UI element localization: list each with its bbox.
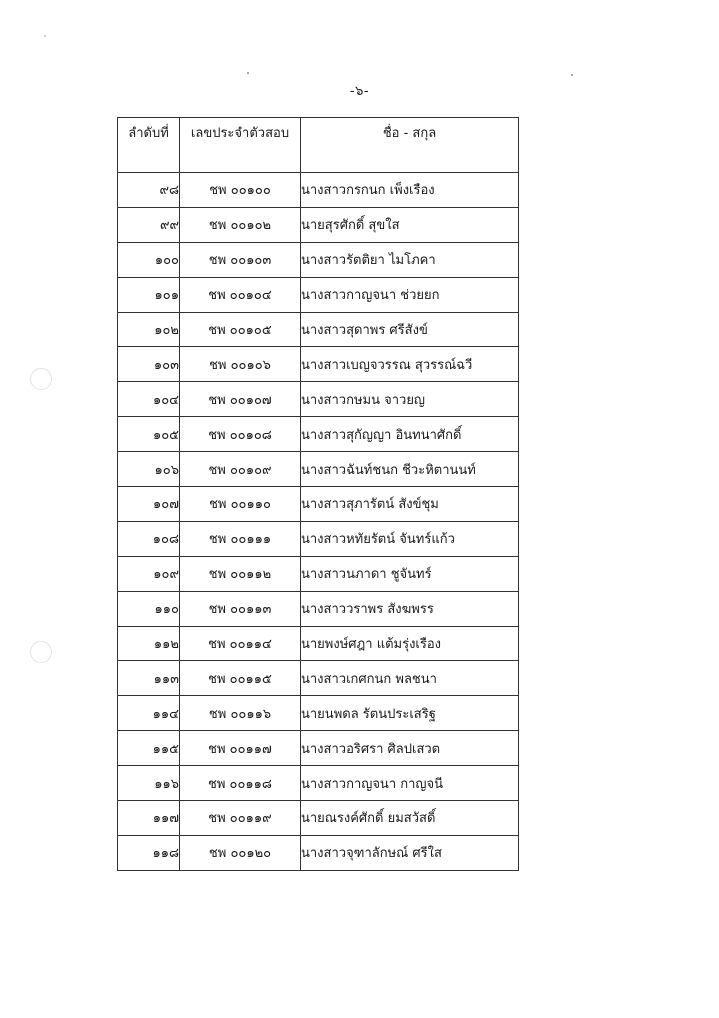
row-full-name: นางสาวสุดาพร ศรีสังข์ [301, 312, 519, 347]
row-full-name: นายนพดล รัตนประเสริฐ [301, 696, 519, 731]
table-row [118, 173, 519, 208]
row-exam-id: ชพ ๐๐๑๐๔ [180, 277, 301, 312]
row-number: ๑๑๐ [118, 591, 180, 626]
scan-speck [44, 35, 46, 37]
row-exam-id: ชพ ๐๐๑๑๔ [180, 626, 301, 661]
row-exam-id: ชพ ๐๐๑๐๙ [180, 452, 301, 487]
row-number: ๑๐๑ [118, 277, 180, 312]
table-row [118, 731, 519, 766]
header-name: ชื่อ - สกุล [301, 118, 519, 173]
row-exam-id: ชพ ๐๐๑๒๐ [180, 835, 301, 870]
row-exam-id: ชพ ๐๐๑๑๘ [180, 766, 301, 801]
table-row [118, 591, 519, 626]
row-full-name: นายณรงค์ศักดิ์ ยมสวัสดิ์ [301, 801, 519, 836]
row-full-name: นายสุรศักดิ์ สุขใส [301, 207, 519, 242]
table-row [118, 626, 519, 661]
row-number: ๙๙ [118, 207, 180, 242]
row-number: ๑๐๓ [118, 347, 180, 382]
row-number: ๑๐๖ [118, 452, 180, 487]
row-exam-id: ชพ ๐๐๑๑๓ [180, 591, 301, 626]
row-number: ๑๐๐ [118, 242, 180, 277]
table-row [118, 766, 519, 801]
row-number: ๑๑๘ [118, 835, 180, 870]
row-number: ๑๐๙ [118, 556, 180, 591]
table-row [118, 521, 519, 556]
row-number: ๑๑๖ [118, 766, 180, 801]
row-full-name: นายพงษ์ศฎา แต้มรุ่งเรือง [301, 626, 519, 661]
row-number: ๑๑๒ [118, 626, 180, 661]
table-row [118, 347, 519, 382]
header-no: ลำดับที่ [118, 118, 180, 173]
table-header-row [118, 118, 519, 173]
row-number: ๑๑๗ [118, 801, 180, 836]
table-row [118, 835, 519, 870]
table-row [118, 417, 519, 452]
row-number: ๑๑๔ [118, 696, 180, 731]
row-number: ๙๘ [118, 173, 180, 208]
row-full-name: นางสาวกรกนก เพ็งเรือง [301, 173, 519, 208]
row-exam-id: ชพ ๐๐๑๐๐ [180, 173, 301, 208]
table-row [118, 556, 519, 591]
header-exam-id: เลขประจำตัวสอบ [180, 118, 301, 173]
table-row [118, 312, 519, 347]
row-exam-id: ชพ ๐๐๑๑๗ [180, 731, 301, 766]
row-full-name: นางสาวอริศรา ศิลปเสวต [301, 731, 519, 766]
row-full-name: นางสาวหทัยรัตน์ จันทร์แก้ว [301, 521, 519, 556]
row-full-name: นางสาวเกศกนก พลชนา [301, 661, 519, 696]
row-full-name: นางสาวสุกัญญา อินทนาศักดิ์ [301, 417, 519, 452]
row-exam-id: ชพ ๐๐๑๑๐ [180, 487, 301, 522]
row-exam-id: ชพ ๐๐๑๐๖ [180, 347, 301, 382]
row-number: ๑๐๗ [118, 487, 180, 522]
row-exam-id: ชพ ๐๐๑๑๙ [180, 801, 301, 836]
scan-speck [247, 72, 249, 74]
row-exam-id: ชพ ๐๐๑๐๘ [180, 417, 301, 452]
table-row [118, 382, 519, 417]
row-number: ๑๐๒ [118, 312, 180, 347]
row-full-name: นางสาววราพร สังฆพรร [301, 591, 519, 626]
table-body [118, 173, 519, 871]
page-number: -๖- [349, 84, 370, 99]
row-full-name: นางสาวเบญจวรรณ สุวรรณ์ฉวี [301, 347, 519, 382]
row-exam-id: ชพ ๐๐๑๐๓ [180, 242, 301, 277]
scan-speck [571, 74, 573, 76]
row-exam-id: ชพ ๐๐๑๑๑ [180, 521, 301, 556]
table-row [118, 801, 519, 836]
row-exam-id: ชพ ๐๐๑๐๕ [180, 312, 301, 347]
punch-hole-mark [30, 641, 52, 663]
row-exam-id: ชพ ๐๐๑๑๕ [180, 661, 301, 696]
row-exam-id: ชพ ๐๐๑๑๒ [180, 556, 301, 591]
row-exam-id: ชพ ๐๐๑๑๖ [180, 696, 301, 731]
row-number: ๑๑๓ [118, 661, 180, 696]
row-number: ๑๐๕ [118, 417, 180, 452]
row-full-name: นางสาวนภาดา ชูจันทร์ [301, 556, 519, 591]
table-row [118, 242, 519, 277]
table-row [118, 452, 519, 487]
row-number: ๑๐๔ [118, 382, 180, 417]
row-number: ๑๐๘ [118, 521, 180, 556]
table-row [118, 277, 519, 312]
table-row [118, 487, 519, 522]
candidate-table [117, 117, 519, 871]
row-exam-id: ชพ ๐๐๑๐๗ [180, 382, 301, 417]
punch-hole-mark [30, 368, 52, 390]
row-exam-id: ชพ ๐๐๑๐๒ [180, 207, 301, 242]
row-full-name: นางสาวรัตติยา ไมโภคา [301, 242, 519, 277]
row-full-name: นางสาวกาญจนา ช่วยยก [301, 277, 519, 312]
row-full-name: นางสาวจุฑาลักษณ์ ศรีใส [301, 835, 519, 870]
row-full-name: นางสาวฉันท์ชนก ชีวะหิตานนท์ [301, 452, 519, 487]
row-number: ๑๑๕ [118, 731, 180, 766]
table-row [118, 661, 519, 696]
table-row [118, 207, 519, 242]
row-full-name: นางสาวกาญจนา กาญจนี [301, 766, 519, 801]
row-full-name: นางสาวสุภารัตน์ สังข์ชุม [301, 487, 519, 522]
row-full-name: นางสาวกษมน จาวยญ [301, 382, 519, 417]
table-row [118, 696, 519, 731]
